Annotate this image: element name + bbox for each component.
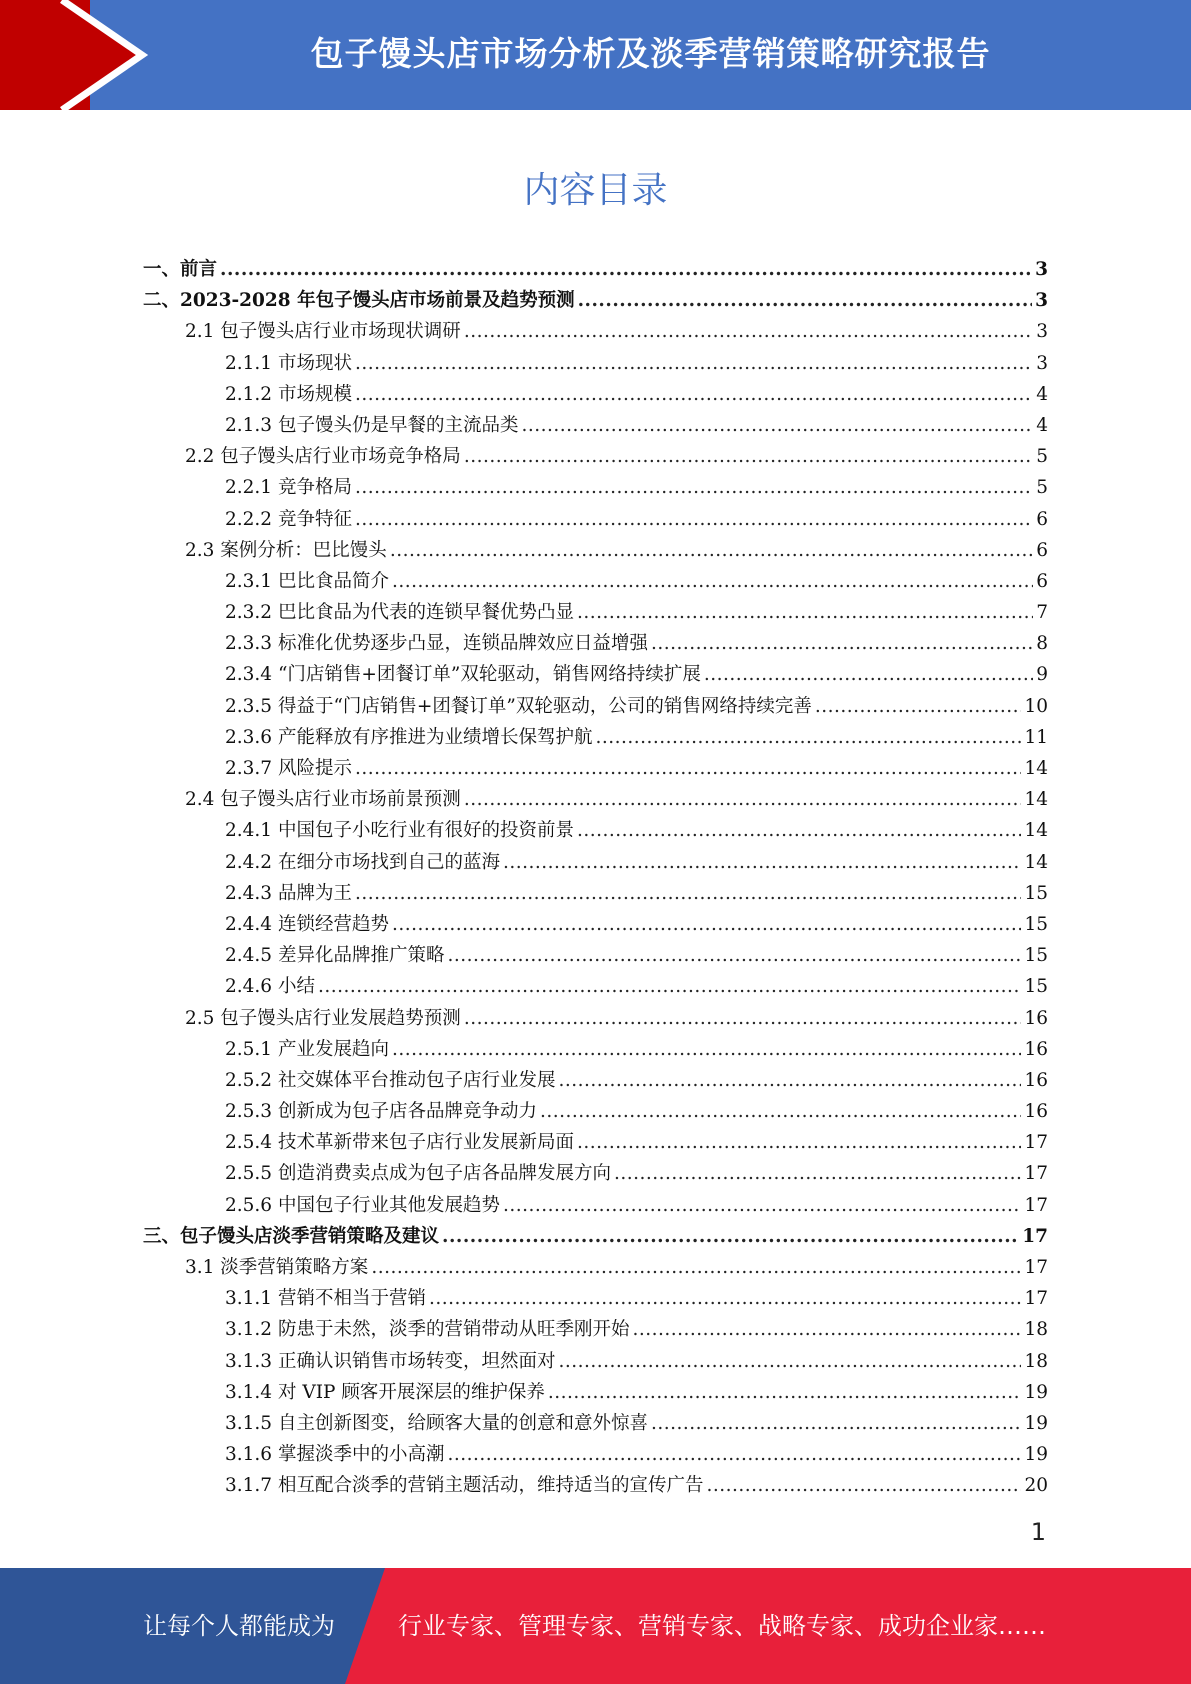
- toc-entry[interactable]: [143, 379, 1048, 410]
- toc-leader-dots: [558, 1065, 1021, 1096]
- toc-entry-title: 2.4.1 中国包子小吃行业有很好的投资前景: [225, 820, 574, 842]
- toc-leader-dots: [392, 1034, 1021, 1065]
- toc-entry-title: 2.1 包子馒头店行业市场现状调研: [185, 321, 461, 343]
- toc-entry-page: 17: [1024, 1288, 1048, 1310]
- toc-entry[interactable]: [143, 1252, 1048, 1283]
- toc-entry[interactable]: [143, 878, 1048, 909]
- toc-entry-title: 2.3.7 风险提示: [225, 758, 352, 779]
- toc-entry-title: 2.2.2 竞争特征: [225, 508, 352, 530]
- toc-entry-title: 2.5.4 技术革新带来包子店行业发展新局面: [225, 1132, 574, 1154]
- toc-leader-dots: [429, 1283, 1021, 1314]
- toc-leader-dots: [355, 878, 1022, 909]
- toc-leader-dots: [614, 1158, 1021, 1189]
- toc-leader-dots: [577, 815, 1021, 846]
- toc-entry[interactable]: [143, 348, 1048, 379]
- toc-leader-dots: [318, 971, 1022, 1002]
- footer-banner: [0, 1568, 1191, 1684]
- toc-entry-page: 4: [1036, 383, 1048, 405]
- toc-entry-title: 3.1.2 防患于未然，淡季的营销带动从旺季刚开始: [225, 1319, 630, 1341]
- toc-leader-dots: [447, 940, 1021, 971]
- toc-entry[interactable]: [143, 847, 1048, 878]
- toc-entry-title: 3.1.5 自主创新图变，给顾客大量的创意和意外惊喜: [225, 1412, 648, 1434]
- toc-leader-dots: [815, 691, 1022, 722]
- toc-heading: 内容目录: [523, 170, 668, 211]
- toc-entry-title: 二、2023-2028 年包子馒头店市场前景及趋势预测: [143, 290, 575, 312]
- header-banner: [0, 0, 1191, 110]
- toc-entry[interactable]: [143, 659, 1048, 690]
- toc-entry-page: 6: [1036, 570, 1048, 592]
- toc-leader-dots: [220, 254, 1032, 285]
- toc-leader-dots: [578, 285, 1033, 316]
- page-number: 1: [1030, 1518, 1046, 1546]
- toc-entry-page: 3: [1035, 290, 1048, 312]
- toc-entry-page: 4: [1036, 414, 1048, 436]
- toc-entry-title: 2.3.4 “门店销售+团餐订单”双轮驱动，销售网络持续扩展: [225, 664, 701, 686]
- footer-slogan-left: 让每个人都能成为: [143, 1612, 335, 1640]
- toc-leader-dots: [464, 441, 1033, 472]
- toc-leader-dots: [447, 1439, 1021, 1470]
- toc-entry-page: 14: [1024, 820, 1048, 842]
- toc-entry-title: 3.1.1 营销不相当于营销: [225, 1288, 426, 1310]
- toc-entry-page: 16: [1024, 1007, 1048, 1029]
- toc-entry-page: 17: [1024, 1163, 1048, 1185]
- toc-entry-page: 18: [1024, 1350, 1048, 1372]
- toc-entry-page: 16: [1024, 1038, 1048, 1060]
- toc-entry-page: 14: [1024, 758, 1048, 779]
- toc-entry[interactable]: [143, 535, 1048, 566]
- toc-leader-dots: [577, 1127, 1021, 1158]
- toc-entry-page: 16: [1024, 1069, 1048, 1091]
- toc-leader-dots: [355, 504, 1033, 535]
- toc-entry-title: 3.1.4 对 VIP 顾客开展深层的维护保养: [225, 1381, 545, 1403]
- toc-entry[interactable]: [143, 441, 1048, 472]
- toc-entry-title: 2.5.1 产业发展趋向: [225, 1038, 389, 1060]
- toc-entry[interactable]: [143, 1221, 1048, 1252]
- toc-entry[interactable]: [143, 1096, 1048, 1127]
- toc-leader-dots: [577, 597, 1033, 628]
- toc-leader-dots: [392, 566, 1033, 597]
- toc-entry-title: 2.2 包子馒头店行业市场竞争格局: [185, 446, 461, 468]
- toc-entry-title: 2.1.3 包子馒头仍是早餐的主流品类: [225, 414, 519, 436]
- toc-leader-dots: [704, 659, 1033, 690]
- toc-leader-dots: [371, 1252, 1021, 1283]
- toc-entry-page: 17: [1024, 1194, 1048, 1216]
- toc-entry-page: 5: [1036, 477, 1048, 499]
- footer-slogan-right: 行业专家、管理专家、营销专家、战略专家、成功企业家……: [398, 1612, 1046, 1640]
- toc-entry-page: 10: [1024, 695, 1048, 717]
- toc-entry-page: 20: [1024, 1475, 1048, 1497]
- toc-entry[interactable]: [143, 1439, 1048, 1470]
- toc-entry-page: 6: [1036, 539, 1048, 561]
- toc-entry[interactable]: [143, 254, 1048, 285]
- toc-entry-page: 17: [1024, 1132, 1048, 1154]
- toc-entry-page: 19: [1024, 1444, 1048, 1466]
- toc-leader-dots: [706, 1470, 1021, 1501]
- toc-entry-title: 2.5 包子馒头店行业发展趋势预测: [185, 1007, 461, 1029]
- toc-entry[interactable]: [143, 1408, 1048, 1439]
- toc-entry-page: 11: [1024, 726, 1048, 748]
- toc-entry[interactable]: [143, 753, 1048, 784]
- toc-entry[interactable]: [143, 316, 1048, 347]
- toc-entry-page: 18: [1024, 1319, 1048, 1341]
- toc-leader-dots: [464, 1003, 1022, 1034]
- toc-leader-dots: [521, 410, 1033, 441]
- toc-entry-title: 2.4.6 小结: [225, 976, 315, 998]
- toc-leader-dots: [595, 722, 1021, 753]
- toc-leader-dots: [632, 1314, 1021, 1345]
- toc-entry-title: 2.5.3 创新成为包子店各品牌竞争动力: [225, 1101, 537, 1123]
- toc-entry-page: 6: [1036, 508, 1048, 530]
- toc-entry[interactable]: [143, 504, 1048, 535]
- toc-entry-page: 17: [1024, 1257, 1048, 1278]
- toc-entry[interactable]: [143, 1314, 1048, 1345]
- toc-entry[interactable]: [143, 722, 1048, 753]
- toc-entry-page: 19: [1024, 1381, 1048, 1403]
- toc-entry-page: 7: [1036, 602, 1048, 624]
- toc-entry-title: 2.4.3 品牌为王: [225, 882, 352, 904]
- toc-entry-title: 2.5.2 社交媒体平台推动包子店行业发展: [225, 1069, 556, 1091]
- toc-entry[interactable]: [143, 1470, 1048, 1501]
- toc-entry-page: 3: [1036, 321, 1048, 343]
- toc-entry[interactable]: [143, 285, 1048, 316]
- toc-entry-title: 3.1.6 掌握淡季中的小高潮: [225, 1444, 445, 1466]
- toc-entry-title: 一、前言: [143, 259, 218, 280]
- toc-entry[interactable]: [143, 566, 1048, 597]
- toc-entry[interactable]: [143, 909, 1048, 940]
- toc-entry-page: 14: [1024, 789, 1048, 811]
- report-title: 包子馒头店市场分析及淡季营销策略研究报告: [310, 34, 991, 73]
- toc-leader-dots: [651, 628, 1033, 659]
- toc-leader-dots: [442, 1221, 1019, 1252]
- toc-entry-title: 2.4.4 连锁经营趋势: [225, 913, 389, 935]
- toc-entry[interactable]: [143, 1158, 1048, 1189]
- toc-entry-title: 2.5.5 创造消费卖点成为包子店各品牌发展方向: [225, 1163, 611, 1185]
- toc-entry[interactable]: [143, 1377, 1048, 1408]
- toc-entry-title: 2.2.1 竞争格局: [225, 477, 352, 499]
- toc-leader-dots: [540, 1096, 1021, 1127]
- toc-entry-page: 9: [1036, 664, 1048, 686]
- toc-entry-title: 3.1.3 正确认识销售市场转变，坦然面对: [225, 1350, 556, 1372]
- toc-entry-title: 2.3 案例分析：巴比馒头: [185, 539, 387, 561]
- toc-entry-title: 2.3.3 标准化优势逐步凸显，连锁品牌效应日益增强: [225, 633, 648, 655]
- toc-entry-title: 2.4.2 在细分市场找到自己的蓝海: [225, 851, 500, 873]
- toc-entry-title: 2.3.6 产能释放有序推进为业绩增长保驾护航: [225, 726, 593, 748]
- toc-leader-dots: [503, 1190, 1021, 1221]
- toc-leader-dots: [503, 847, 1021, 878]
- table-of-contents: [143, 254, 1048, 1502]
- toc-entry-title: 2.3.2 巴比食品为代表的连锁早餐优势凸显: [225, 602, 574, 624]
- toc-entry-page: 8: [1036, 633, 1048, 655]
- toc-entry[interactable]: [143, 784, 1048, 815]
- toc-leader-dots: [464, 316, 1033, 347]
- toc-entry-page: 15: [1024, 945, 1048, 967]
- toc-entry[interactable]: [143, 1065, 1048, 1096]
- toc-entry-title: 2.1.2 市场规模: [225, 383, 352, 405]
- toc-entry[interactable]: [143, 472, 1048, 503]
- toc-entry[interactable]: [143, 815, 1048, 846]
- toc-entry-title: 2.5.6 中国包子行业其他发展趋势: [225, 1194, 500, 1216]
- header-chevron-icon: [0, 0, 160, 110]
- toc-entry[interactable]: [143, 1034, 1048, 1065]
- toc-entry-page: 3: [1035, 259, 1048, 280]
- toc-leader-dots: [355, 348, 1033, 379]
- toc-entry[interactable]: [143, 1003, 1048, 1034]
- toc-entry-page: 15: [1024, 976, 1048, 998]
- toc-entry-page: 19: [1024, 1412, 1048, 1434]
- toc-entry-page: 15: [1024, 913, 1048, 935]
- toc-entry-title: 3.1.7 相互配合淡季的营销主题活动，维持适当的宣传广告: [225, 1475, 704, 1497]
- toc-leader-dots: [548, 1377, 1022, 1408]
- toc-entry-title: 2.4.5 差异化品牌推广策略: [225, 945, 445, 967]
- toc-entry-title: 三、包子馒头店淡季营销策略及建议: [143, 1225, 440, 1247]
- toc-leader-dots: [651, 1408, 1021, 1439]
- toc-leader-dots: [558, 1346, 1021, 1377]
- toc-entry-page: 16: [1024, 1101, 1048, 1123]
- toc-leader-dots: [355, 472, 1033, 503]
- toc-entry[interactable]: [143, 1127, 1048, 1158]
- toc-entry-page: 14: [1024, 851, 1048, 873]
- toc-entry-page: 17: [1022, 1225, 1048, 1247]
- toc-entry-title: 3.1 淡季营销策略方案: [185, 1257, 369, 1278]
- toc-entry[interactable]: [143, 1283, 1048, 1314]
- toc-leader-dots: [464, 784, 1022, 815]
- toc-entry[interactable]: [143, 940, 1048, 971]
- toc-entry[interactable]: [143, 628, 1048, 659]
- toc-entry[interactable]: [143, 691, 1048, 722]
- toc-entry-title: 2.3.5 得益于“门店销售+团餐订单”双轮驱动，公司的销售网络持续完善: [225, 695, 812, 717]
- toc-leader-dots: [355, 753, 1022, 784]
- toc-entry[interactable]: [143, 410, 1048, 441]
- toc-leader-dots: [355, 379, 1033, 410]
- toc-entry[interactable]: [143, 971, 1048, 1002]
- toc-entry-title: 2.1.1 市场现状: [225, 352, 352, 374]
- toc-entry[interactable]: [143, 597, 1048, 628]
- toc-entry-title: 2.4 包子馒头店行业市场前景预测: [185, 789, 461, 811]
- toc-entry-page: 3: [1036, 352, 1048, 374]
- toc-entry[interactable]: [143, 1346, 1048, 1377]
- toc-entry-page: 15: [1024, 882, 1048, 904]
- toc-leader-dots: [392, 909, 1021, 940]
- toc-entry[interactable]: [143, 1190, 1048, 1221]
- toc-leader-dots: [390, 535, 1033, 566]
- toc-entry-page: 5: [1036, 446, 1048, 468]
- toc-entry-title: 2.3.1 巴比食品简介: [225, 570, 389, 592]
